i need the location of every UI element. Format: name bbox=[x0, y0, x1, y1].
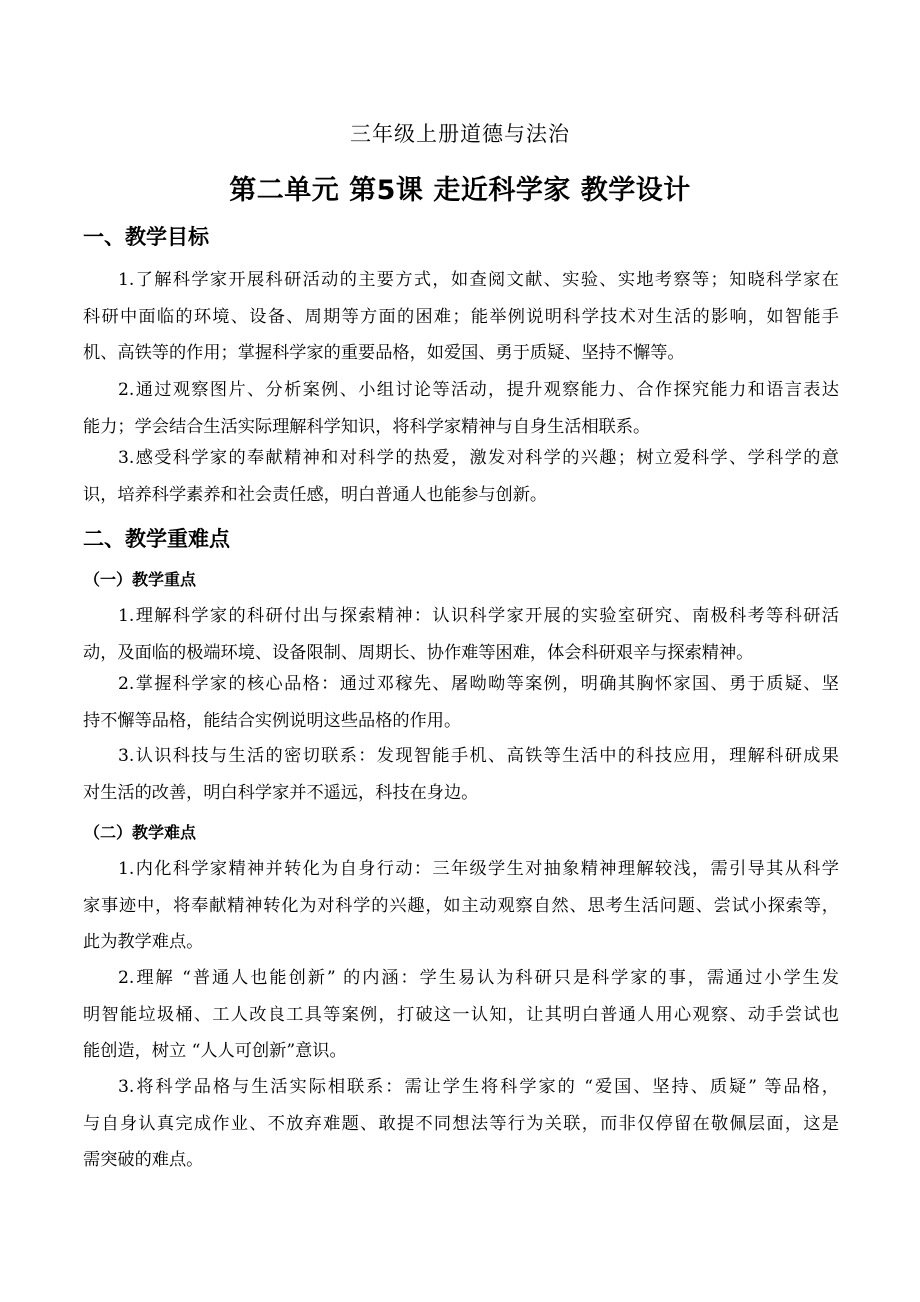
difficult-point-paragraph-1 bbox=[83, 851, 839, 961]
text-line: 1.了解科学家开展科研活动的主要方式，如查阅文献、实验、实地考察等；知晓科学家在 bbox=[118, 270, 839, 290]
section-heading-key-difficult-points: 二、教学重难点 bbox=[83, 527, 230, 551]
text-line: 2.掌握科学家的核心品格：通过邓稼先、屠呦呦等案例，明确其胸怀家国、勇于质疑、坚 bbox=[118, 674, 839, 694]
text-line: 明智能垃圾桶、工人改良工具等案例，打破这一认知，让其明白普通人用心观察、动手尝试也 bbox=[83, 1004, 839, 1025]
difficult-point-paragraph-2 bbox=[83, 960, 839, 1070]
section-heading-objectives: 一、教学目标 bbox=[83, 225, 209, 249]
subsection-heading-key-points: （一）教学重点 bbox=[84, 570, 197, 589]
text-line: 机、高铁等的作用；掌握科学家的重要品格，如爱国、勇于质疑、坚持不懈等。 bbox=[83, 343, 685, 363]
objective-paragraph-3 bbox=[83, 440, 839, 513]
text-line: 科研中面临的环境、设备、周期等方面的困难；能举例说明科学技术对生活的影响，如智能手 bbox=[83, 306, 839, 327]
document-subtitle: 三年级上册道德与法治 bbox=[350, 122, 570, 146]
text-line: 此为教学难点。 bbox=[83, 932, 204, 952]
difficult-point-paragraph-3 bbox=[83, 1069, 839, 1179]
objective-paragraph-2 bbox=[83, 372, 839, 445]
text-line: 家事迹中，将奉献精神转化为对科学的兴趣，如主动观察自然、思考生活问题、尝试小探索等， bbox=[83, 895, 839, 916]
text-line: 2.通过观察图片、分析案例、小组讨论等活动，提升观察能力、合作探究能力和语言表达 bbox=[118, 380, 839, 400]
text-line: 需突破的难点。 bbox=[83, 1150, 204, 1170]
text-line: 3.将科学品格与生活实际相联系：需让学生将科学家的 “爱国、坚持、质疑” 等品格， bbox=[118, 1077, 839, 1097]
text-line: 识，培养科学素养和社会责任感，明白普通人也能参与创新。 bbox=[83, 484, 548, 505]
text-line: 能创造，树立 “人人可创新”意识。 bbox=[83, 1041, 347, 1061]
key-point-paragraph-1 bbox=[83, 598, 839, 671]
text-line: 3.感受科学家的奉献精神和对科学的热爱，激发对科学的兴趣；树立爱科学、学科学的意 bbox=[118, 448, 839, 468]
text-line: 与自身认真完成作业、不放弃难题、敢提不同想法等行为关联，而非仅停留在敬佩层面，这是 bbox=[83, 1113, 839, 1134]
subsection-heading-difficult-points: （二）教学难点 bbox=[84, 823, 197, 842]
key-point-paragraph-3 bbox=[83, 738, 839, 811]
text-line: 1.内化科学家精神并转化为自身行动：三年级学生对抽象精神理解较浅，需引导其从科学 bbox=[118, 859, 839, 879]
document-title: 第二单元 第5课 走近科学家 教学设计 bbox=[229, 175, 691, 206]
key-point-paragraph-2 bbox=[83, 666, 839, 739]
text-line: 1.理解科学家的科研付出与探索精神：认识科学家开展的实验室研究、南极科考等科研活 bbox=[118, 606, 839, 626]
text-line: 持不懈等品格，能结合实例说明这些品格的作用。 bbox=[83, 710, 462, 731]
text-line: 对生活的改善，明白科学家并不遥远，科技在身边。 bbox=[83, 782, 479, 803]
text-line: 2.理解 “普通人也能创新” 的内涵：学生易认为科研只是科学家的事，需通过小学生发 bbox=[118, 968, 839, 988]
text-line: 能力；学会结合生活实际理解科学知识，将科学家精神与自身生活相联系。 bbox=[83, 416, 651, 437]
text-line: 动，及面临的极端环境、设备限制、周期长、协作难等困难，体会科研艰辛与探索精神。 bbox=[83, 642, 754, 663]
objective-paragraph-1 bbox=[83, 262, 839, 372]
text-line: 3.认识科技与生活的密切联系：发现智能手机、高铁等生活中的科技应用，理解科研成果 bbox=[118, 746, 839, 766]
